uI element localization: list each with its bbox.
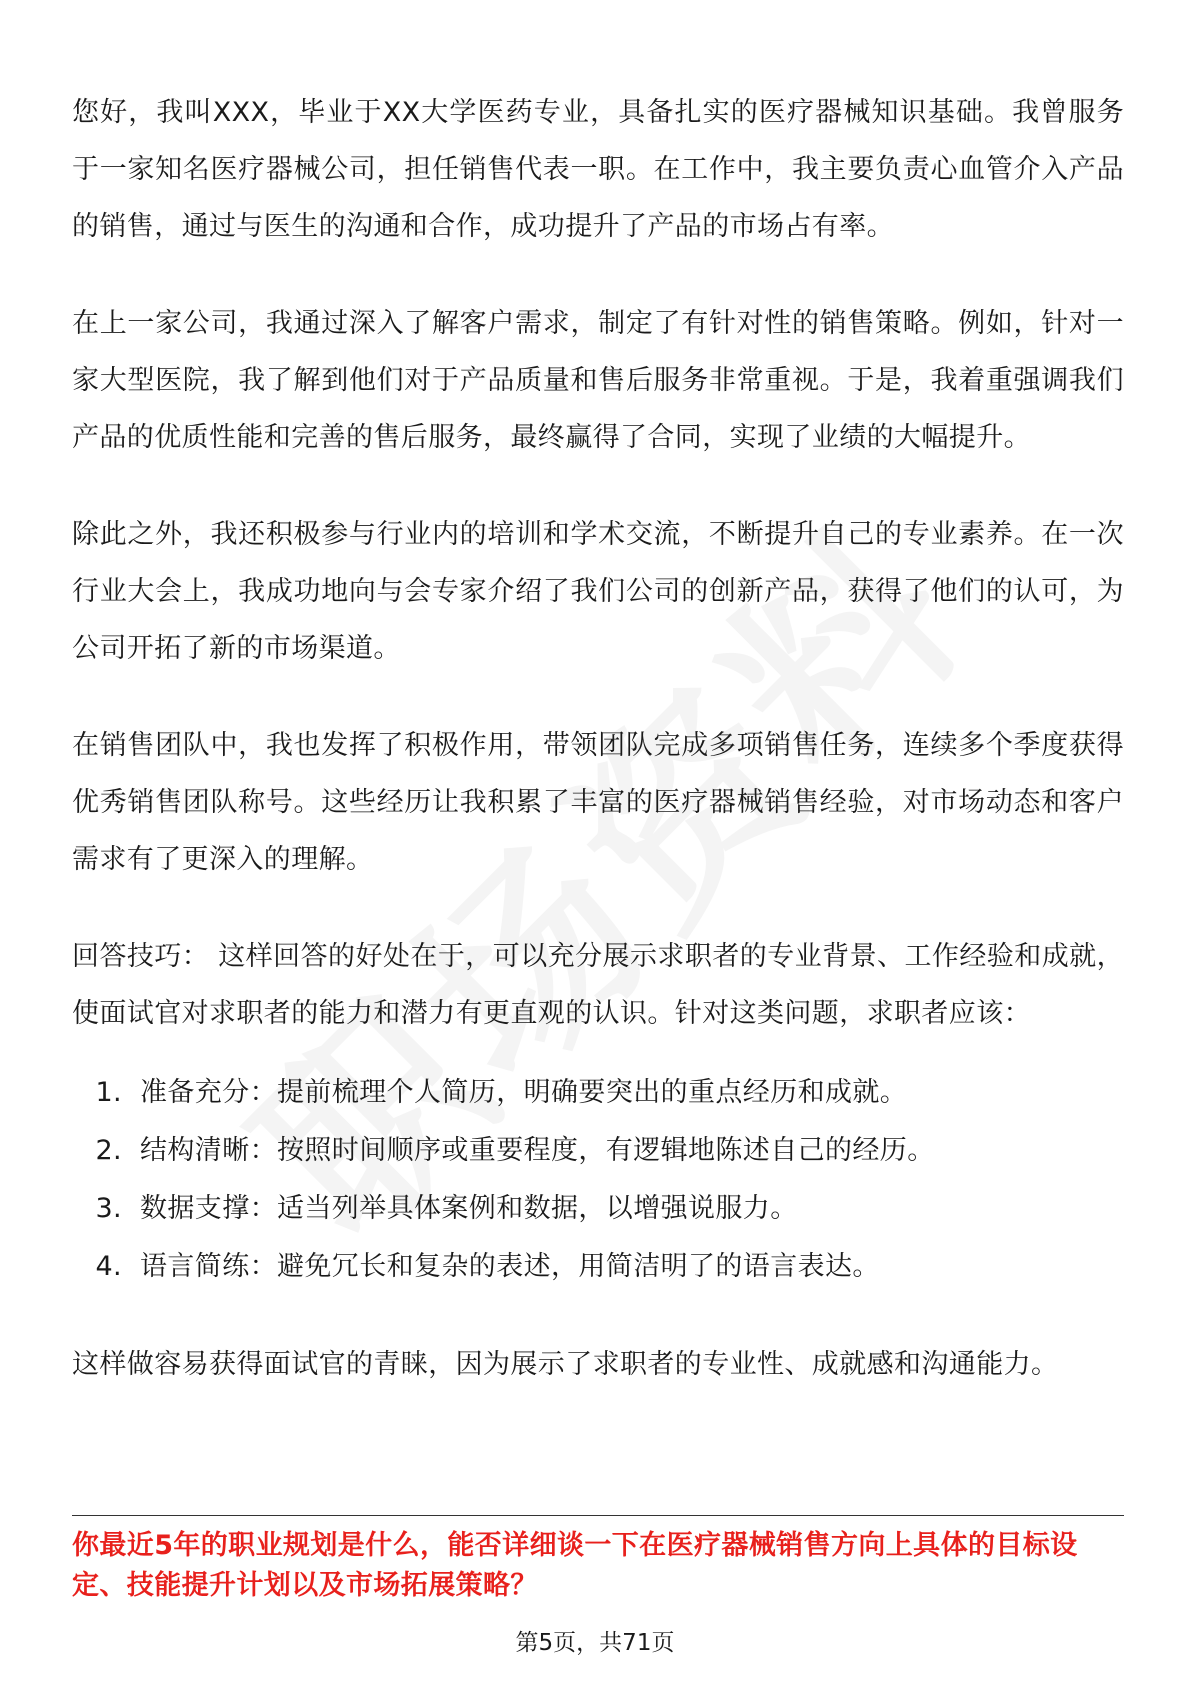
- list-item: [72, 1238, 1124, 1296]
- paragraph-answer-tips: 回答技巧： 这样回答的好处在于，可以充分展示求职者的专业背景、工作经验和成就，使面试官对求职者的能力和潜力有更直观的认识。针对这类问题，求职者应该：: [72, 941, 1124, 1029]
- paragraph-strategy: 在上一家公司，我通过深入了解客户需求，制定了有针对性的销售策略。例如，针对一家大型医院，我了解到他们对于产品质量和售后服务非常重视。于是，我着重强调我们产品的优质性能和完善的售后服务，最终赢得了合同，实现了业绩的大幅提升。: [72, 308, 1124, 453]
- page-number: 第5页，共71页: [515, 1630, 675, 1656]
- list-item-number: 4.: [95, 1251, 122, 1282]
- list-item: [72, 1180, 1124, 1238]
- next-question-heading: 你最近5年的职业规划是什么，能否详细谈一下在医疗器械销售方向上具体的目标设定、技能提升计划以及市场拓展策略？: [72, 1530, 1078, 1601]
- list-item-text: 数据支撑：适当列举具体案例和数据，以增强说服力。: [140, 1193, 798, 1224]
- tips-list: [72, 1064, 1124, 1296]
- document-body: [72, 84, 1124, 1433]
- list-item-number: 2.: [95, 1135, 122, 1166]
- list-item-number: 3.: [95, 1193, 122, 1224]
- list-item: [72, 1064, 1124, 1122]
- paragraph-training: 除此之外，我还积极参与行业内的培训和学术交流，不断提升自己的专业素养。在一次行业大会上，我成功地向与会专家介绍了我们公司的创新产品，获得了他们的认可，为公司开拓了新的市场渠道。: [72, 519, 1124, 664]
- list-item: [72, 1122, 1124, 1180]
- list-item-text: 结构清晰：按照时间顺序或重要程度，有逻辑地陈述自己的经历。: [140, 1135, 935, 1166]
- section-divider: [72, 1515, 1124, 1516]
- list-item-text: 语言简练：避免冗长和复杂的表述，用简洁明了的语言表达。: [140, 1251, 880, 1282]
- list-item-text: 准备充分：提前梳理个人简历，明确要突出的重点经历和成就。: [140, 1077, 908, 1108]
- paragraph-team: 在销售团队中，我也发挥了积极作用，带领团队完成多项销售任务，连续多个季度获得优秀销售团队称号。这些经历让我积累了丰富的医疗器械销售经验，对市场动态和客户需求有了更深入的理解。: [72, 730, 1124, 875]
- list-item-number: 1.: [95, 1077, 122, 1108]
- paragraph-closing: 这样做容易获得面试官的青睐，因为展示了求职者的专业性、成就感和沟通能力。: [72, 1349, 1059, 1380]
- paragraph-intro: 您好，我叫XXX，毕业于XX大学医药专业，具备扎实的医疗器械知识基础。我曾服务于一家知名医疗器械公司，担任销售代表一职。在工作中，我主要负责心血管介入产品的销售，通过与医生的沟通和合作，成功提升了产品的市场占有率。: [72, 97, 1124, 242]
